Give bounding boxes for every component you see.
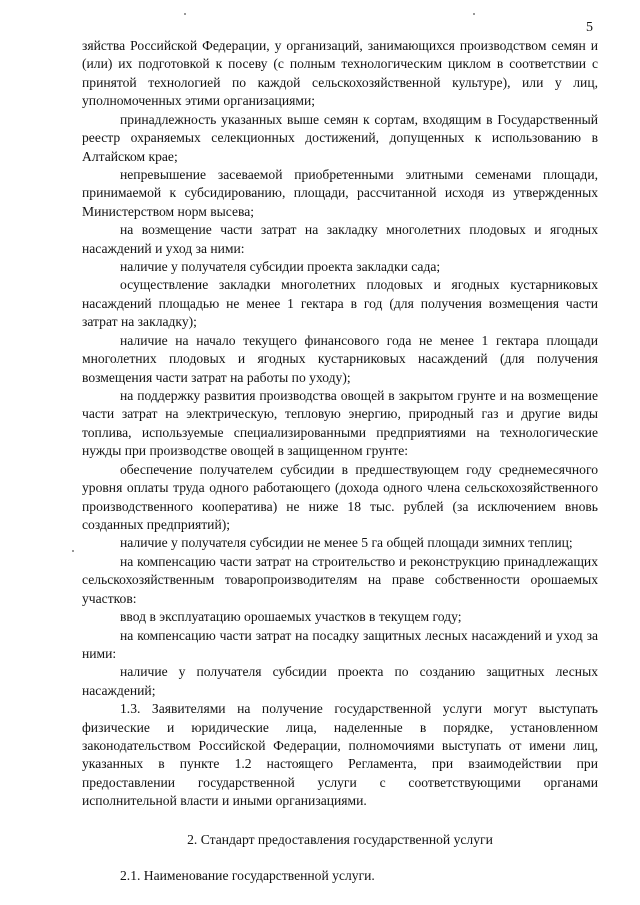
- paragraph: на поддержку развития производства овощей в закрытом грунте и на возмещение части затрат на электрическую, тепловую энергию, природный газ и другие виды топлива, используемые специализированными предприятиями на технологические нужды при производстве овощей в защищенном грунте:: [82, 388, 598, 459]
- paragraph: наличие у получателя субсидии проекта закладки сада;: [120, 259, 441, 275]
- document-body: [82, 37, 598, 886]
- paragraph: обеспечение получателем субсидии в предшествующем году среднемесячного уровня оплаты труда одного работающего (дохода одного члена сельскохозяйственного производственного кооператива) не ниже 18 тыс. рублей (за исключением вновь созданных предприятий);: [82, 461, 598, 532]
- scan-speck: [473, 13, 475, 15]
- paragraph: на компенсацию части затрат на посадку защитных лесных насаждений и уход за ними:: [82, 627, 598, 661]
- page-number: 5: [586, 20, 593, 35]
- paragraph: наличие на начало текущего финансового года не менее 1 гектара площади многолетних плодовых и ягодных кустарниковых насаждений (для получения возмещения части затрат на работы по уходу);: [82, 332, 598, 385]
- paragraph: ввод в эксплуатацию орошаемых участков в текущем году;: [120, 609, 462, 625]
- paragraph: наличие у получателя субсидии проекта по созданию защитных лесных насаждений;: [82, 664, 598, 698]
- paragraph: зяйства Российской Федерации, у организаций, занимающихся производством семян и (или) их подготовкой к посеву (с полным технологическим циклом в соответствии с принятой технологией по каждой сельскохозяйственной культуре), или у лиц, уполномоченных этими организациями;: [82, 38, 598, 109]
- scan-speck: [72, 550, 74, 552]
- paragraph: непревышение засеваемой приобретенными элитными семенами площади, принимаемой к субсидированию, площади, рассчитанной исходя из утвержденных Министерством норм высева;: [82, 166, 598, 219]
- paragraph: 1.3. Заявителями на получение государственной услуги могут выступать физические и юридические лица, наделенные в порядке, установленном законодательством Российской Федерации, полномочиями выступать от имени лиц, указанных в пункте 1.2 настоящего Регламента, при взаимодействии при предоставлении государственной услуги с соответствующими органами исполнительной власти и иными организациями.: [82, 701, 598, 809]
- paragraph: на возмещение части затрат на закладку многолетних плодовых и ягодных насаждений и уход за ними:: [82, 222, 598, 256]
- scan-speck: [184, 13, 186, 15]
- paragraph: принадлежность указанных выше семян к сортам, входящим в Государственный реестр охраняемых селекционных достижений, допущенных к использованию в Алтайском крае;: [82, 111, 598, 164]
- paragraph: осуществление закладки многолетних плодовых и ягодных кустарниковых насаждений площадью не менее 1 гектара в год (для получения возмещения части затрат на закладку);: [82, 277, 598, 330]
- section-heading: 2. Стандарт предоставления государственной услуги: [187, 831, 493, 847]
- paragraph: наличие у получателя субсидии не менее 5 га общей площади зимних теплиц;: [120, 535, 573, 551]
- paragraph: на компенсацию части затрат на строительство и реконструкцию принадлежащих сельскохозяйственным товаропроизводителям на праве собственности орошаемых участков:: [82, 553, 598, 606]
- subsection-heading: 2.1. Наименование государственной услуги.: [120, 868, 375, 884]
